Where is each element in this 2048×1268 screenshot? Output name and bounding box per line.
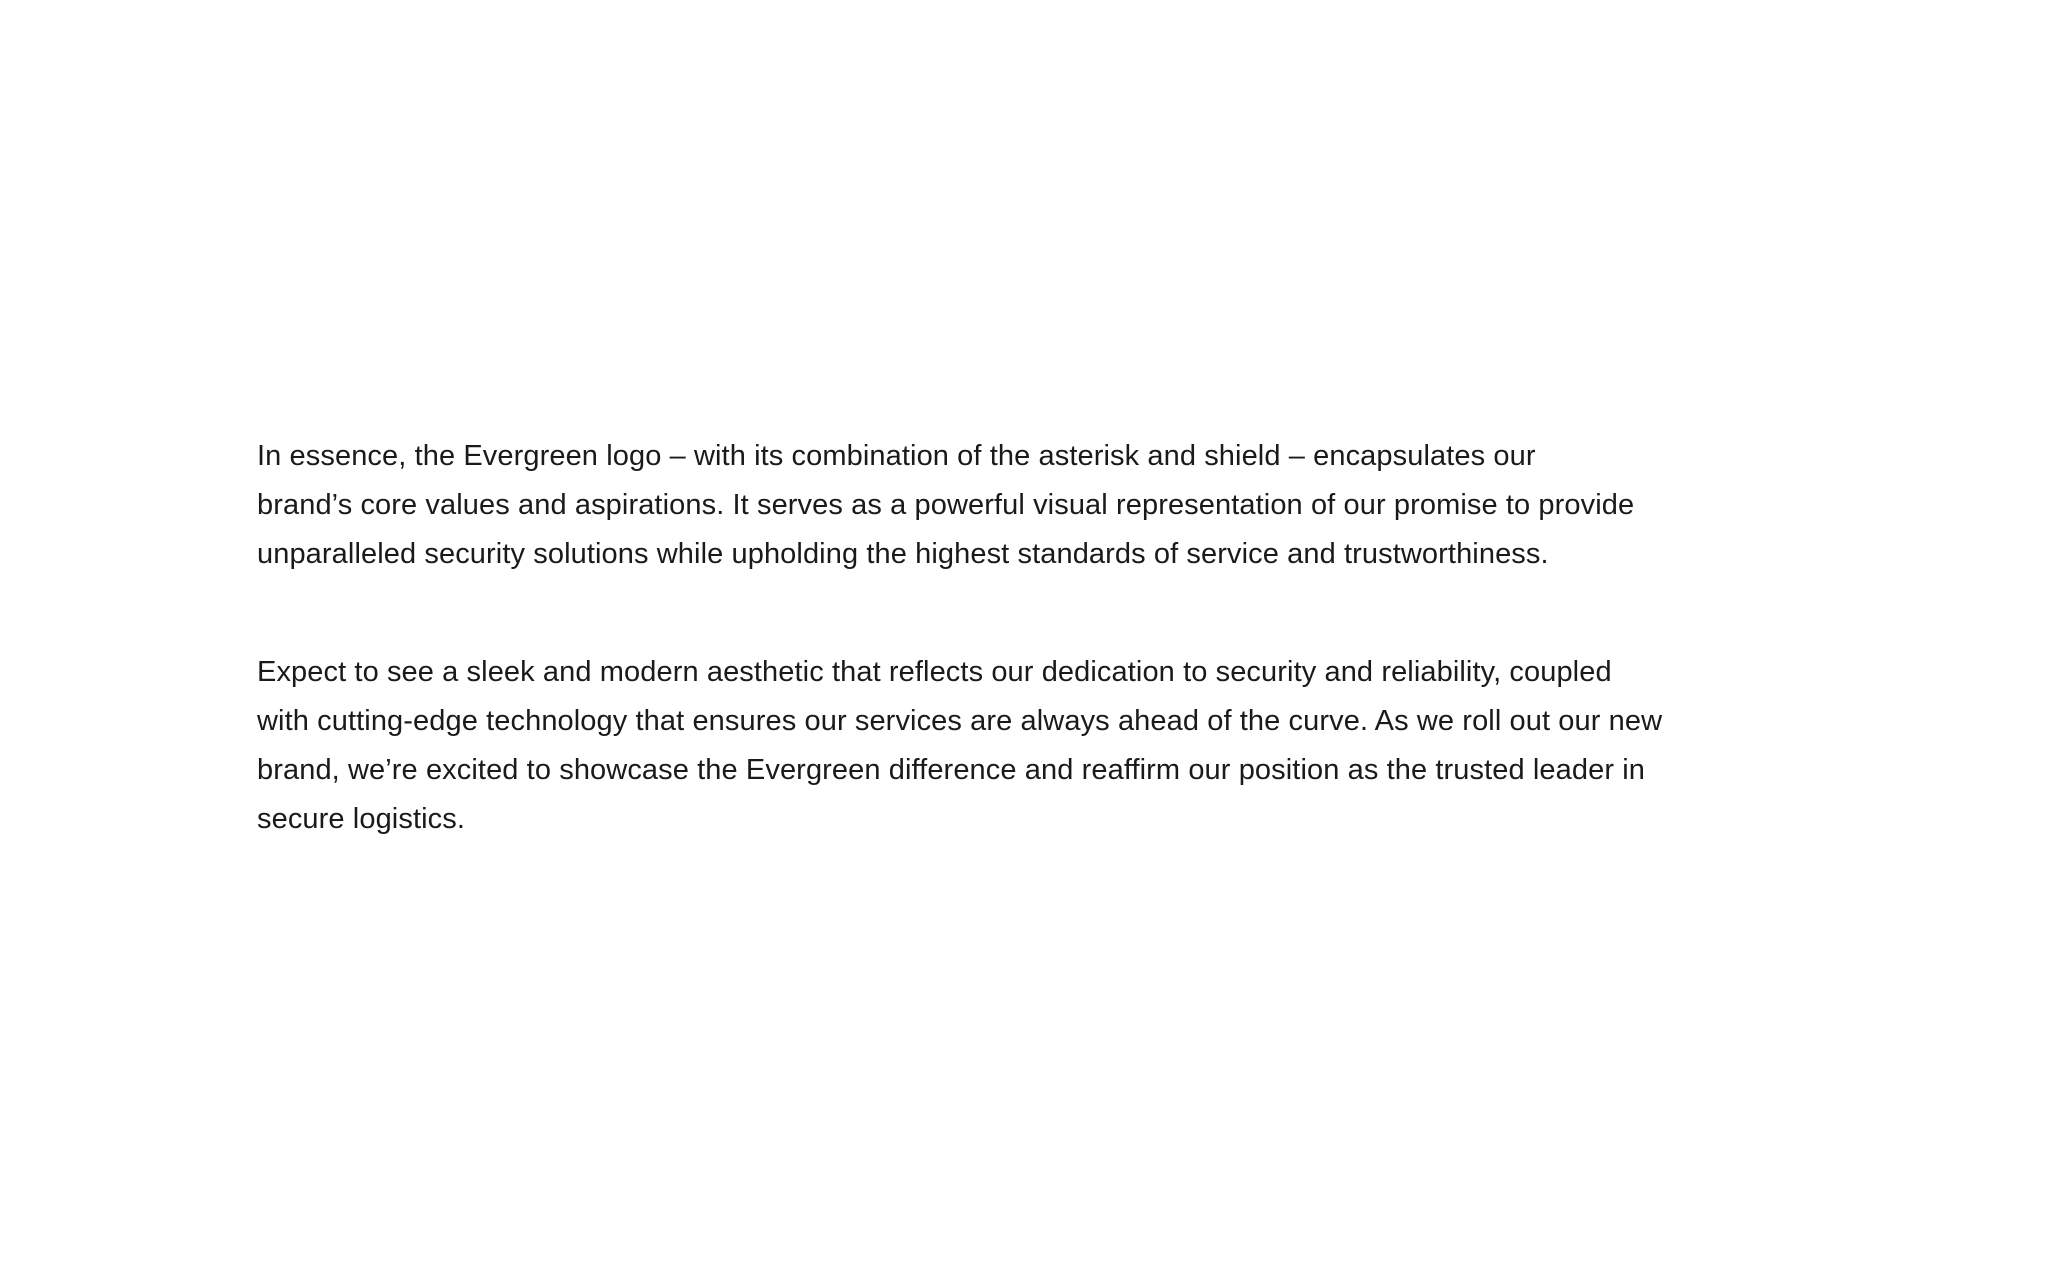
text-line: In essence, the Evergreen logo – with its combination of the asterisk and shield – encapsulates our — [257, 440, 1536, 472]
body-text — [257, 432, 1817, 844]
text-line: unparalleled security solutions while upholding the highest standards of service and trustworthiness. — [257, 538, 1549, 570]
text-line: brand, we’re excited to showcase the Evergreen difference and reaffirm our position as the trusted leader in — [257, 754, 1646, 786]
paragraph-brand-rollout — [257, 648, 1817, 844]
text-line: with cutting-edge technology that ensures our services are always ahead of the curve. As we roll out our new — [257, 705, 1663, 737]
text-line: Expect to see a sleek and modern aesthetic that reflects our dedication to security and reliability, coupled — [257, 656, 1612, 688]
text-line: secure logistics. — [257, 803, 465, 835]
paragraph-logo-essence — [257, 432, 1817, 579]
text-line: brand’s core values and aspirations. It serves as a powerful visual representation of our promise to provide — [257, 489, 1635, 521]
